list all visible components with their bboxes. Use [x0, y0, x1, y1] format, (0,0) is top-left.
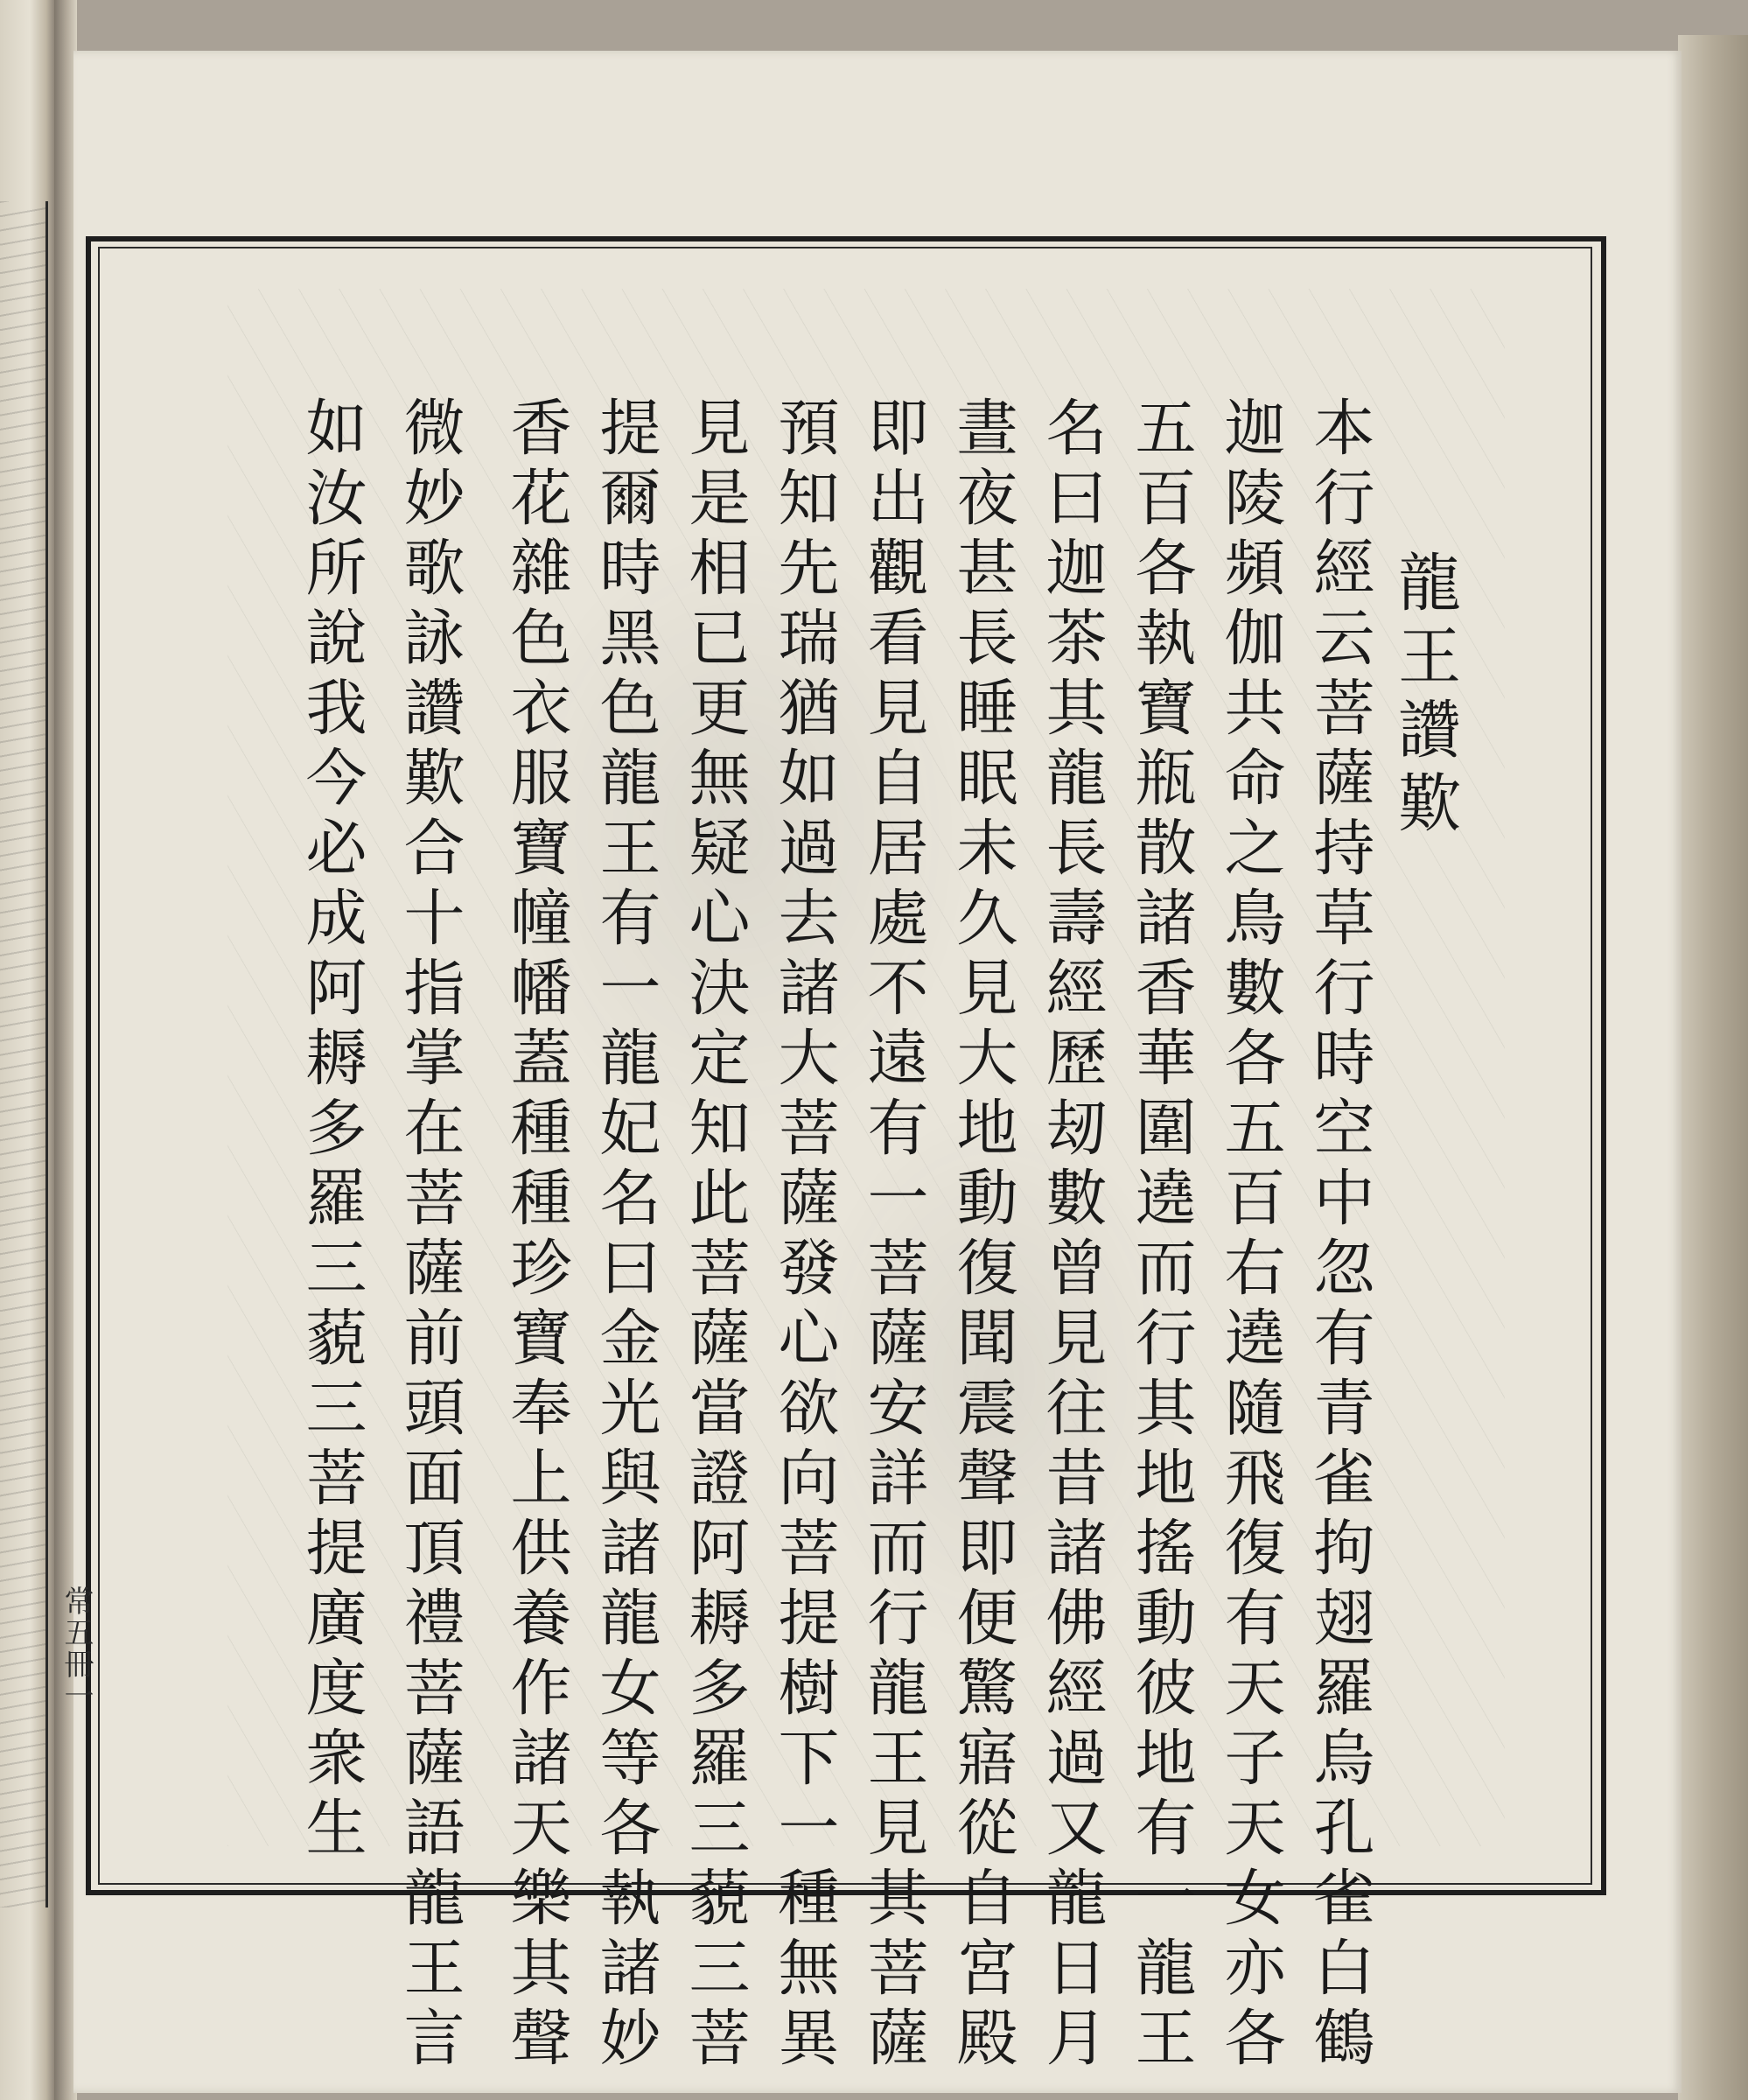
text-column-6: 即出觀看見自居處不遠有一菩薩安詳而行龍王見其菩薩 — [857, 396, 929, 2076]
right-page-edge — [1678, 35, 1748, 2100]
text-column-11: 微妙歌詠讚歎合十指掌在菩薩前頭面頂禮菩薩語龍王言 — [394, 396, 465, 2076]
left-page-illustration — [0, 201, 48, 1908]
text-column-10: 香花雜色衣服寶幢幡蓋種種珍寶奉上供養作諸天樂其聲 — [500, 396, 572, 2076]
text-column-1: 本行經云菩薩持草行時空中忽有青雀拘翅羅烏孔雀白鶴 — [1304, 396, 1375, 2076]
text-column-4: 名曰迦茶其龍長壽經歷刼數曾見往昔諸佛經過又龍日月 — [1036, 396, 1108, 2076]
text-column-7: 預知先瑞猶如過去諸大菩薩發心欲向菩提樹下一種無異 — [768, 396, 840, 2076]
left-page-edge — [0, 0, 54, 2100]
text-column-3: 五百各執寶瓶散諸香華圍遶而行其地搖動彼地有一龍王 — [1125, 396, 1197, 2076]
section-title: 龍王讚歎 — [1388, 550, 1461, 844]
text-column-2: 迦陵頻伽共命之鳥數各五百右遶隨飛復有天子天女亦各 — [1214, 396, 1286, 2076]
text-column-8: 見是相已更無疑心決定知此菩薩當證阿耨多羅三藐三菩 — [679, 396, 751, 2076]
text-column-12: 如汝所說我今必成阿耨多羅三藐三菩提廣度衆生 — [296, 396, 367, 1866]
text-column-5: 晝夜甚長睡眠未久見大地動復聞震聲即便驚寤從自宮殿 — [947, 396, 1018, 2076]
text-column-9: 提爾時黑色龍王有一龍妃名曰金光與諸龍女等各執諸妙 — [590, 396, 661, 2076]
margin-label: 常五冊一 — [59, 1586, 94, 1712]
